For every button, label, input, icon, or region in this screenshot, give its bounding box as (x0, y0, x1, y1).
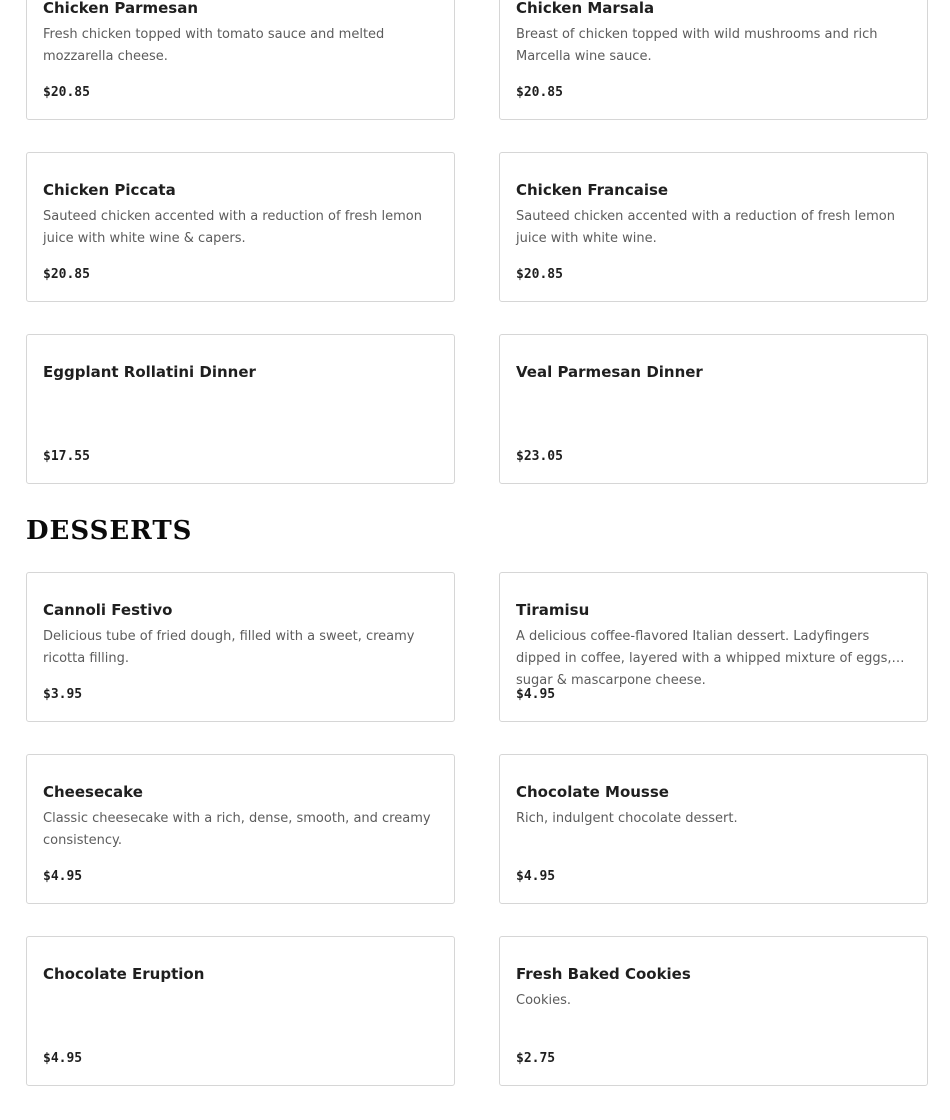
menu-item-card[interactable] (26, 334, 455, 484)
desserts-grid (26, 572, 928, 1086)
dinners-grid (26, 0, 928, 484)
menu-item-card[interactable] (499, 0, 928, 120)
menu-item-name: Veal Parmesan Dinner (516, 363, 703, 381)
menu-item-price: $17.55 (43, 449, 90, 464)
menu-item-price: $4.95 (43, 1051, 83, 1066)
desserts-section (26, 572, 928, 1086)
menu-item-price: $20.85 (516, 85, 563, 100)
menu-item-card[interactable] (499, 152, 928, 302)
menu-item-name: Tiramisu (516, 601, 590, 619)
menu-item-name: Chicken Parmesan (43, 0, 199, 17)
menu-item-card[interactable] (26, 572, 455, 722)
menu-item-price: $20.85 (43, 267, 90, 282)
menu-item-description: Rich, indulgent chocolate dessert. (516, 811, 738, 826)
menu-item-name: Cannoli Festivo (43, 601, 173, 619)
menu-item-price: $20.85 (516, 267, 563, 282)
desserts-header (26, 511, 928, 551)
menu-item-description: Classic cheesecake with a rich, dense, smooth, and creamy consistency. (43, 811, 431, 848)
menu-item-card[interactable] (499, 334, 928, 484)
menu-item-price: $2.75 (516, 1051, 556, 1066)
menu-item-description: Sauteed chicken accented with a reduction of fresh lemon juice with white wine & capers. (43, 209, 422, 246)
menu-item-card[interactable] (26, 754, 455, 904)
menu-item-card[interactable] (26, 936, 455, 1086)
menu-item-description: A delicious coffee-flavored Italian dessert. Ladyfingers dipped in coffee, layered with a whipped mixture of eggs, sugar & mascarpone cheese. (516, 629, 892, 688)
menu-item-description: Sauteed chicken accented with a reduction of fresh lemon juice with white wine. (516, 209, 895, 246)
menu-item-card[interactable] (499, 754, 928, 904)
menu-item-description: Delicious tube of fried dough, filled with a sweet, creamy ricotta filling. (43, 629, 415, 666)
menu-item-card[interactable] (26, 0, 455, 120)
menu-item-card[interactable] (26, 152, 455, 302)
menu-item-price: $3.95 (43, 687, 83, 702)
menu-item-card[interactable] (499, 936, 928, 1086)
menu-item-description: Cookies. (516, 993, 572, 1008)
section-title: DESSERTS (26, 516, 193, 546)
menu-item-price: $4.95 (516, 687, 556, 702)
menu-item-name: Eggplant Rollatini Dinner (43, 363, 256, 381)
menu-item-price: $20.85 (43, 85, 90, 100)
menu-item-name: Cheesecake (43, 783, 143, 801)
dinners-section (26, 0, 928, 484)
menu-item-price: $4.95 (516, 869, 556, 884)
menu-item-name: Chocolate Eruption (43, 965, 205, 983)
menu-item-description: Breast of chicken topped with wild mushrooms and rich Marcella wine sauce. (516, 27, 878, 64)
menu-item-price: $4.95 (43, 869, 83, 884)
menu-item-name: Chicken Piccata (43, 181, 176, 199)
menu-item-price: $23.05 (516, 449, 563, 464)
menu-item-name: Chicken Francaise (516, 181, 669, 199)
menu-item-description: Fresh chicken topped with tomato sauce and melted mozzarella cheese. (43, 27, 385, 64)
menu-item-name: Chicken Marsala (516, 0, 655, 17)
menu-item-name: Chocolate Mousse (516, 783, 669, 801)
menu-item-card[interactable] (499, 572, 928, 722)
menu-item-name: Fresh Baked Cookies (516, 965, 691, 983)
